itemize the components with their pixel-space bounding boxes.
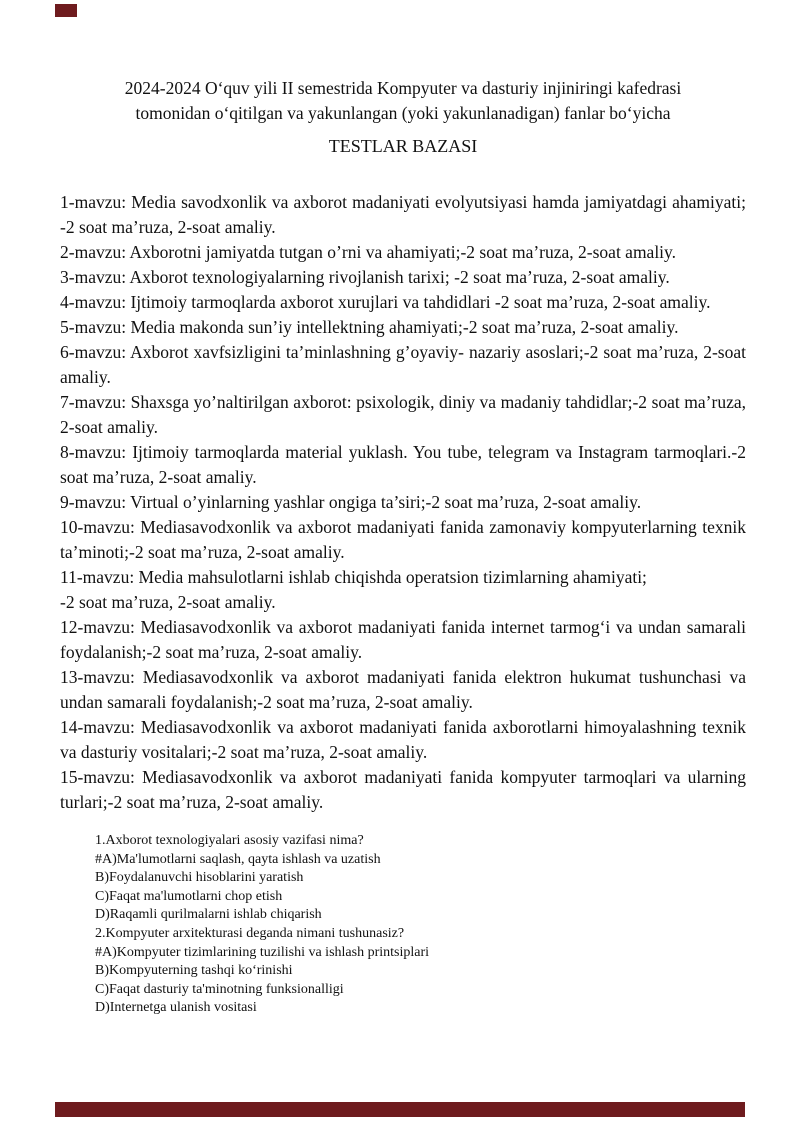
- topic-item: 13-mavzu: Mediasavodxonlik va axborot madaniyati fanida elektron hukumat tushunchasi va undan samarali foydalanish;-2 soat ma’ruza, 2-soat amaliy.: [60, 667, 746, 712]
- redaction-mark-top-left: [55, 4, 77, 17]
- topic-item: 7-mavzu: Shaxsga yo’naltirilgan axborot: psixologik, diniy va madaniy tahdidlar;-2 soat ma’ruza, 2-soat amaliy.: [60, 392, 746, 437]
- answer-option: C)Faqat ma'lumotlarni chop etish: [95, 888, 283, 904]
- document-content: [60, 76, 746, 1018]
- subtitle-testlar-bazasi: TESTLAR BAZASI: [328, 136, 478, 156]
- answer-option: #A)Ma'lumotlarni saqlash, qayta ishlash va uzatish: [95, 851, 381, 867]
- answer-option: #A)Kompyuter tizimlarining tuzilishi va ishlash printsiplari: [95, 944, 430, 960]
- answer-option: B)Kompyuterning tashqi ko‘rinishi: [95, 963, 293, 979]
- redaction-bar-bottom: [55, 1102, 745, 1117]
- answer-option: D)Internetga ulanish vositasi: [95, 1000, 257, 1016]
- document-title: [60, 76, 746, 126]
- topic-item: 5-mavzu: Media makonda sun’iy intellektning ahamiyati;-2 soat ma’ruza, 2-soat amaliy.: [60, 317, 679, 337]
- topic-item: 8-mavzu: Ijtimoiy tarmoqlarda material yuklash. You tube, telegram va Instagram tarmoqlari.-2 soat ma’ruza, 2-soat amaliy.: [60, 442, 746, 487]
- topic-item: 12-mavzu: Mediasavodxonlik va axborot madaniyati fanida internet tarmog‘i va undan samarali foydalanish;-2 soat ma’ruza, 2-soat amaliy.: [60, 617, 746, 662]
- topic-item: 4-mavzu: Ijtimoiy tarmoqlarda axborot xurujlari va tahdidlari -2 soat ma’ruza, 2-soat amaliy.: [60, 292, 711, 312]
- topic-item: 6-mavzu: Axborot xavfsizligini ta’minlashning g’oyaviy- nazariy asoslari;-2 soat ma’ruza, 2-soat amaliy.: [60, 342, 746, 387]
- topic-item: 2-mavzu: Axborotni jamiyatda tutgan o’rni va ahamiyati;-2 soat ma’ruza, 2-soat amaliy.: [60, 242, 677, 262]
- topic-item: 11-mavzu: Media mahsulotlarni ishlab chiqishda operatsion tizimlarning ahamiyati;: [60, 567, 647, 587]
- topic-item: 15-mavzu: Mediasavodxonlik va axborot madaniyati fanida kompyuter tarmoqlari va ularning turlari;-2 soat ma’ruza, 2-soat amaliy.: [60, 767, 746, 812]
- topic-item: -2 soat ma’ruza, 2-soat amaliy.: [60, 592, 276, 612]
- title-line-2: tomonidan o‘qitilgan va yakunlangan (yoki yakunlanadigan) fanlar bo‘yicha: [135, 103, 671, 123]
- title-line-1: 2024-2024 O‘quv yili II semestrida Kompyuter va dasturiy injiniringi kafedrasi: [124, 78, 682, 98]
- topic-item: 1-mavzu: Media savodxonlik va axborot madaniyati evolyutsiyasi hamda jamiyatdagi ahamiyati; -2 soat ma’ruza, 2-soat amaliy.: [60, 192, 746, 237]
- question-text: 2.Kompyuter arxitekturasi deganda nimani tushunasiz?: [95, 925, 405, 941]
- answer-option: D)Raqamli qurilmalarni ishlab chiqarish: [95, 907, 322, 923]
- answer-option: C)Faqat dasturiy ta'minotning funksionalligi: [95, 981, 344, 997]
- answer-option: B)Foydalanuvchi hisoblarini yaratish: [95, 870, 304, 886]
- topic-item: 10-mavzu: Mediasavodxonlik va axborot madaniyati fanida zamonaviy kompyuterlarning texnik ta’minoti;-2 soat ma’ruza, 2-soat amaliy.: [60, 517, 746, 562]
- topic-item: 14-mavzu: Mediasavodxonlik va axborot madaniyati fanida axborotlarni himoyalashning texnik va dasturiy vositalari;-2 soat ma’ruza, 2-soat amaliy.: [60, 717, 746, 762]
- question-text: 1.Axborot texnologiyalari asosiy vazifasi nima?: [95, 833, 364, 848]
- topics-list: [60, 190, 746, 815]
- topic-item: 3-mavzu: Axborot texnologiyalarning rivojlanish tarixi; -2 soat ma’ruza, 2-soat amaliy.: [60, 267, 670, 287]
- topic-item: 9-mavzu: Virtual o’yinlarning yashlar ongiga ta’siri;-2 soat ma’ruza, 2-soat amaliy.: [60, 492, 642, 512]
- questions-section: [95, 832, 746, 1018]
